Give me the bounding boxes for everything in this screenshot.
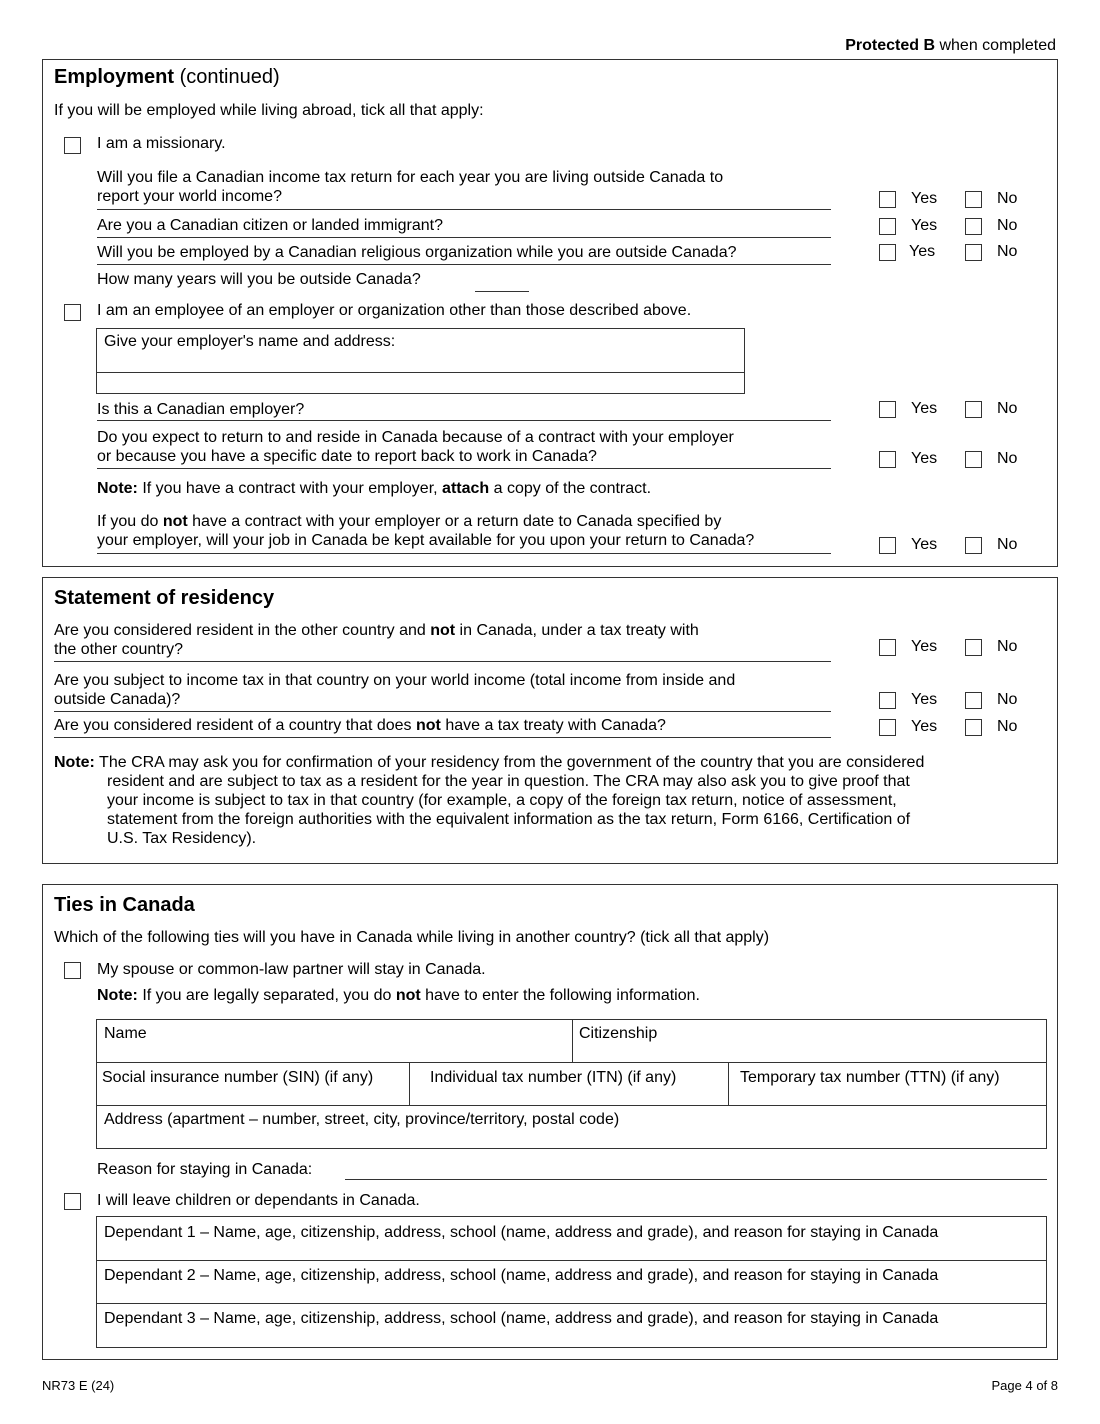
citizen-no-label: No: [997, 217, 1018, 234]
years-input[interactable]: [475, 291, 529, 292]
res-q1-bold: not: [430, 622, 456, 639]
q-no-contract-line1: [97, 512, 721, 531]
contract-note: [97, 479, 651, 498]
ties-title: Ties in Canada: [54, 894, 195, 916]
file-return-yes-label: Yes: [911, 190, 938, 207]
res-q1-line2: the other country?: [54, 641, 183, 658]
children-checkbox[interactable]: [64, 1193, 81, 1210]
spouse-grid-row2-divider: [96, 1105, 1047, 1106]
res-q3-no-checkbox[interactable]: [965, 719, 982, 736]
res-q3-yes-label: Yes: [911, 718, 938, 735]
res-q1-post: in Canada, under a tax treaty with: [455, 622, 699, 639]
res-q3-rule: [54, 737, 831, 738]
children-label: I will leave children or dependants in Canada.: [97, 1192, 420, 1209]
return-no-label: No: [997, 450, 1018, 467]
other-employee-label: I am an employee of an employer or organization other than those described above.: [97, 302, 692, 319]
q-return-line1: Do you expect to return to and reside in Canada because of a contract with your employer: [97, 429, 734, 446]
employer-box-label: Give your employer's name and address:: [104, 333, 396, 350]
q-religious: Will you be employed by a Canadian religious organization while you are outside Canada?: [97, 244, 737, 261]
file-return-no-label: No: [997, 190, 1018, 207]
protected-bold: Protected B: [845, 37, 936, 54]
dependant-3-field[interactable]: Dependant 3 – Name, age, citizenship, address, school (name, address and grade), and reason for staying in Canada: [104, 1310, 939, 1327]
citizen-yes-label: Yes: [911, 217, 938, 234]
no-contract-yes-checkbox[interactable]: [879, 537, 896, 554]
spouse-checkbox[interactable]: [64, 962, 81, 979]
q-file-return-rule: [97, 209, 831, 210]
separated-note-bold: not: [395, 987, 421, 1004]
no-contract-yes-label: Yes: [911, 536, 938, 553]
res-note-line2: resident and are subject to tax as a resident for the year in question. The CRA may also ask you to give proof that: [107, 773, 910, 790]
residency-title: Statement of residency: [54, 587, 275, 609]
res-q3-bold: not: [416, 717, 441, 734]
citizen-no-checkbox[interactable]: [965, 218, 982, 235]
spouse-label: My spouse or common-law partner will stay in Canada.: [97, 961, 486, 978]
separated-note-post: have to enter the following information.: [420, 987, 700, 1004]
spouse-grid-sin-divider: [409, 1062, 410, 1105]
canadian-employer-no-label: No: [997, 400, 1018, 417]
dependant-1-field[interactable]: Dependant 1 – Name, age, citizenship, address, school (name, address and grade), and reason for staying in Canada: [104, 1224, 939, 1241]
q-citizen: Are you a Canadian citizen or landed immigrant?: [97, 217, 443, 234]
employment-title-text: Employment: [54, 66, 175, 88]
separated-note: [97, 986, 700, 1005]
res-q1-yes-label: Yes: [911, 638, 938, 655]
page-number: Page 4 of 8: [991, 1378, 1058, 1393]
res-q1-no-checkbox[interactable]: [965, 639, 982, 656]
religious-yes-checkbox[interactable]: [879, 244, 896, 261]
canadian-employer-no-checkbox[interactable]: [965, 401, 982, 418]
res-note-line3: your income is subject to tax in that country (for example, a copy of the foreign tax return, notice of assessment,: [107, 792, 897, 809]
canadian-employer-yes-label: Yes: [911, 400, 938, 417]
res-q2-no-checkbox[interactable]: [965, 692, 982, 709]
employment-title: [54, 66, 280, 89]
spouse-name-field[interactable]: Name: [104, 1025, 147, 1042]
ties-intro: Which of the following ties will you have in Canada while living in another country? (tick all that apply): [54, 929, 770, 946]
dependants-row2-divider: [96, 1303, 1047, 1304]
q-return-line2: or because you have a specific date to report back to work in Canada?: [97, 448, 597, 465]
spouse-citizenship-field[interactable]: Citizenship: [579, 1025, 658, 1042]
no-contract-no-label: No: [997, 536, 1018, 553]
employment-title-cont: (continued): [174, 66, 280, 88]
res-q3-no-label: No: [997, 718, 1018, 735]
res-note-label: Note:: [54, 754, 95, 771]
missionary-label: I am a missionary.: [97, 135, 226, 152]
canadian-employer-yes-checkbox[interactable]: [879, 401, 896, 418]
res-q1-rule: [54, 661, 831, 662]
separated-note-pre: If you are legally separated, you do: [137, 987, 396, 1004]
q-years: How many years will you be outside Canada?: [97, 271, 421, 288]
res-q3: [54, 716, 666, 735]
return-yes-label: Yes: [911, 450, 938, 467]
q-no-contract-post: have a contract with your employer or a return date to Canada specified by: [187, 513, 722, 530]
res-q2-yes-label: Yes: [911, 691, 938, 708]
separated-note-label: Note:: [97, 987, 138, 1004]
spouse-sin-field[interactable]: Social insurance number (SIN) (if any): [102, 1069, 374, 1086]
res-q3-yes-checkbox[interactable]: [879, 719, 896, 736]
file-return-yes-checkbox[interactable]: [879, 191, 896, 208]
reason-label: Reason for staying in Canada:: [97, 1161, 313, 1178]
return-yes-checkbox[interactable]: [879, 451, 896, 468]
q-religious-rule: [97, 264, 831, 265]
res-note-text1: The CRA may ask you for confirmation of your residency from the government of the country that you are considered: [94, 754, 925, 771]
q-citizen-rule: [97, 237, 831, 238]
return-no-checkbox[interactable]: [965, 451, 982, 468]
contract-note-bold: attach: [442, 480, 490, 497]
q-no-contract-pre: If you do: [97, 513, 163, 530]
citizen-yes-checkbox[interactable]: [879, 218, 896, 235]
missionary-checkbox[interactable]: [64, 137, 81, 154]
spouse-address-field[interactable]: Address (apartment – number, street, city, province/territory, postal code): [104, 1111, 620, 1128]
religious-yes-label: Yes: [909, 243, 936, 260]
employment-intro: If you will be employed while living abroad, tick all that apply:: [54, 102, 484, 119]
spouse-ttn-field[interactable]: Temporary tax number (TTN) (if any): [740, 1069, 1000, 1086]
protected-rest: when completed: [935, 37, 1056, 54]
spouse-grid-itn-divider: [728, 1062, 729, 1105]
res-note-line4: statement from the foreign authorities with the equivalent information as the tax return, Form 6166, Certification of: [107, 811, 911, 828]
q-return-rule: [97, 468, 831, 469]
contract-note-post: a copy of the contract.: [489, 480, 652, 497]
res-q1-yes-checkbox[interactable]: [879, 639, 896, 656]
reason-input[interactable]: [345, 1179, 1047, 1180]
dependants-row1-divider: [96, 1260, 1047, 1261]
res-q2-line2: outside Canada)?: [54, 691, 181, 708]
res-q1-pre: Are you considered resident in the other country and: [54, 622, 431, 639]
employer-box-divider: [96, 372, 745, 373]
religious-no-label: No: [997, 243, 1018, 260]
protected-label: [845, 37, 1056, 55]
res-q3-pre: Are you considered resident of a country that does: [54, 717, 416, 734]
q-no-contract-rule: [97, 553, 831, 554]
no-contract-no-checkbox[interactable]: [965, 537, 982, 554]
file-return-no-checkbox[interactable]: [965, 191, 982, 208]
res-q2-line1: Are you subject to income tax in that country on your world income (total income from inside and: [54, 672, 736, 689]
q-no-contract-line2: your employer, will your job in Canada be kept available for you upon your return to Canada?: [97, 532, 755, 549]
res-note-line5: U.S. Tax Residency).: [107, 830, 257, 847]
res-note-line1: [54, 753, 924, 772]
spouse-grid-name-divider: [572, 1019, 573, 1062]
res-q2-rule: [54, 711, 831, 712]
res-q2-no-label: No: [997, 691, 1018, 708]
q-no-contract-bold: not: [162, 513, 188, 530]
q-canadian-employer: Is this a Canadian employer?: [97, 401, 305, 418]
res-q1-line1: [54, 621, 699, 640]
spouse-grid-row1-divider: [96, 1062, 1047, 1063]
other-employee-checkbox[interactable]: [64, 304, 81, 321]
spouse-itn-field[interactable]: Individual tax number (ITN) (if any): [430, 1069, 677, 1086]
dependant-2-field[interactable]: Dependant 2 – Name, age, citizenship, address, school (name, address and grade), and reason for staying in Canada: [104, 1267, 939, 1284]
form-id: NR73 E (24): [42, 1378, 115, 1393]
q-file-return-line2: report your world income?: [97, 188, 282, 205]
contract-note-pre: If you have a contract with your employer,: [137, 480, 443, 497]
religious-no-checkbox[interactable]: [965, 244, 982, 261]
res-q1-no-label: No: [997, 638, 1018, 655]
q-file-return-line1: Will you file a Canadian income tax return for each year you are living outside Canada to: [97, 169, 724, 186]
res-q3-post: have a tax treaty with Canada?: [440, 717, 666, 734]
contract-note-label: Note:: [97, 480, 138, 497]
res-q2-yes-checkbox[interactable]: [879, 692, 896, 709]
q-canadian-employer-rule: [97, 420, 831, 421]
